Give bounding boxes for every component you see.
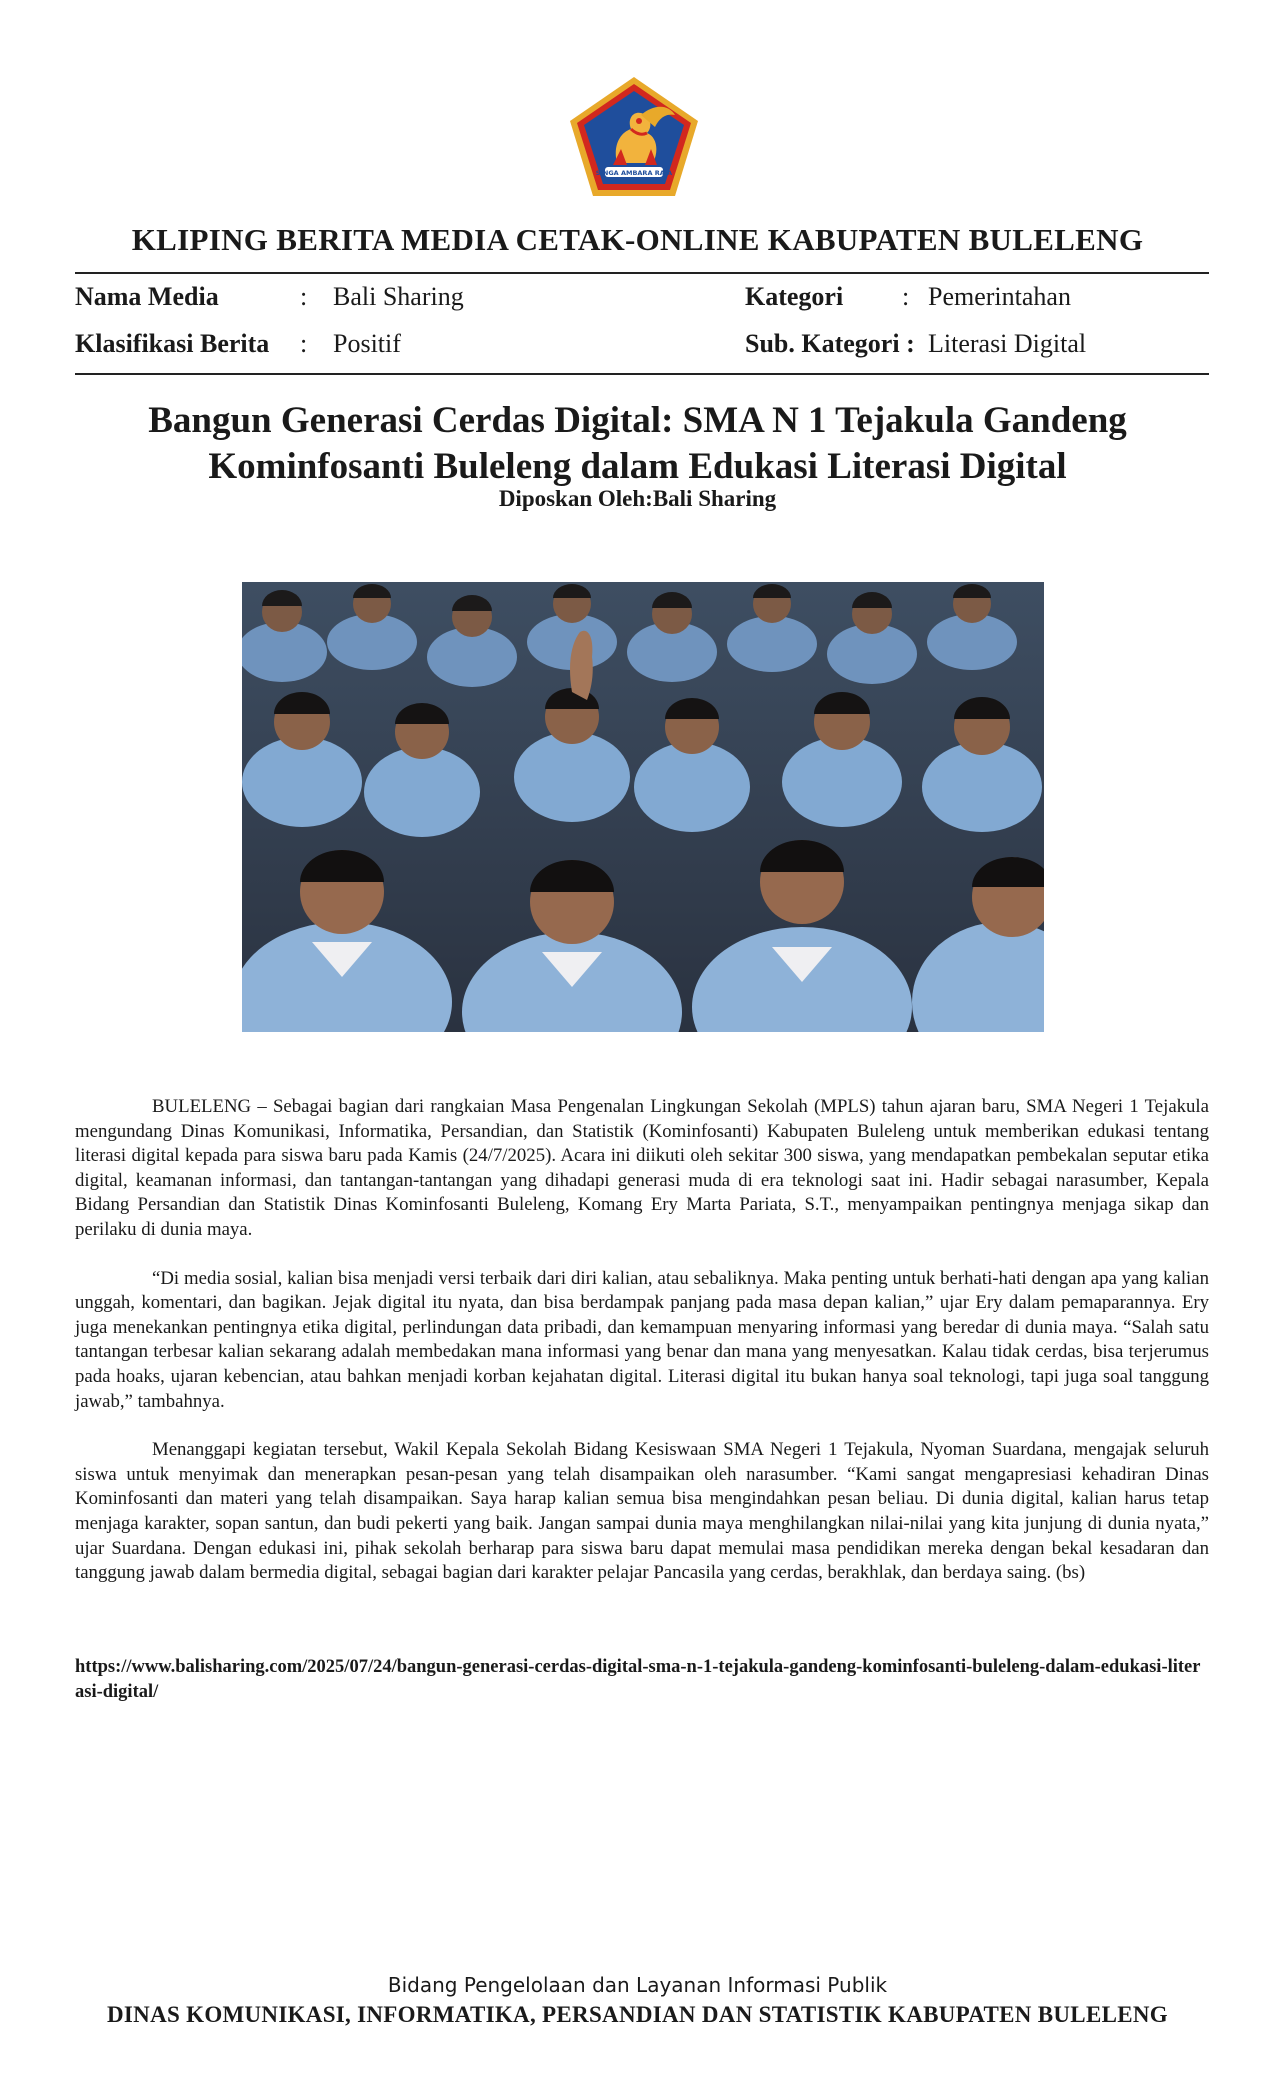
category-label: Kategori <box>745 282 844 311</box>
clipping-header-title: KLIPING BERITA MEDIA CETAK-ONLINE KABUPATEN BULELENG <box>131 222 1144 257</box>
media-name-label: Nama Media <box>75 282 219 311</box>
category-value: Pemerintahan <box>928 282 1071 311</box>
category-separator: : <box>902 282 910 311</box>
subcategory-value: Literasi Digital <box>928 329 1087 358</box>
header-divider-top <box>75 272 1209 274</box>
kabupaten-logo <box>567 75 701 199</box>
subcategory-label: Sub. Kategori : <box>745 329 915 358</box>
article-title <box>110 398 1165 490</box>
students-photo-icon <box>242 582 1044 1032</box>
logo-motto: SINGA AMBARA RAJA <box>595 169 673 177</box>
footer-department: Bidang Pengelolaan dan Layanan Informasi Publik <box>387 1973 888 1997</box>
classification-separator: : <box>300 329 308 358</box>
article-byline: Diposkan Oleh:Bali Sharing <box>498 486 777 511</box>
article-paragraph-3: Menanggapi kegiatan tersebut, Wakil Kepala Sekolah Bidang Kesiswaan SMA Negeri 1 Tejakula, Nyoman Suardana, mengajak seluruh siswa untuk menyimak dan menerapkan pesan-pesan yang telah disampaikan oleh narasumber. “Kami sangat mengapresiasi kehadiran Dinas Kominfosanti dan materi yang telah disampaikan. Saya harap kalian semua bisa mengindahkan pesan beliau. Di dunia digital, kalian harus tetap menjaga karakter, sopan santun, dan budi pekerti yang baik. Jangan sampai dunia maya menghilangkan nilai-nilai yang kita junjung di dunia nyata,” ujar Suardana. Dengan edukasi ini, pihak sekolah berharap para siswa baru dapat memulai masa pendidikan mereka dengan bekal kesadaran dan tanggung jawab dalam bermedia digital, sebagai bagian dari karakter pelajar Pancasila yang cerdas, berakhlak, dan berdaya saing. (bs) <box>75 1439 1209 1584</box>
media-name-value: Bali Sharing <box>333 282 464 311</box>
source-url-link[interactable]: https://www.balisharing.com/2025/07/24/bangun-generasi-cerdas-digital-sma-n-1-tejakula-gandeng-kominfosanti-buleleng-dalam-edukasi-literasi-digital/ <box>75 1657 1201 1702</box>
classification-label: Klasifikasi Berita <box>75 329 270 358</box>
article-paragraph-2: “Di media sosial, kalian bisa menjadi versi terbaik dari diri kalian, atau sebaliknya. Maka penting untuk berhati-hati dengan apa yang kalian unggah, komentari, dan bagikan. Jejak digital itu nyata, dan bisa berdampak panjang pada masa depan kalian,” ujar Ery dalam pemaparannya. Ery juga menekankan pentingnya etika digital, perlindungan data pribadi, dan kemampuan menyaring informasi yang beredar di dunia maya. “Salah satu tantangan terbesar kalian sekarang adalah membedakan mana informasi yang benar dan mana yang menyesatkan. Kalau tidak cerdas, bisa terjerumus pada hoaks, ujaran kebencian, atau bahkan menjadi korban kejahatan digital. Literasi digital itu bukan hanya soal teknologi, tapi juga soal tanggung jawab,” tambahnya. <box>75 1267 1209 1412</box>
classification-value: Positif <box>333 329 401 358</box>
article-paragraph-1: BULELENG – Sebagai bagian dari rangkaian Masa Pengenalan Lingkungan Sekolah (MPLS) tahun ajaran baru, SMA Negeri 1 Tejakula mengundang Dinas Komunikasi, Informatika, Persandian, dan Statistik (Kominfosanti) Kabupaten Buleleng untuk memberikan edukasi tentang literasi digital kepada para siswa baru pada Kamis (24/7/2025). Acara ini diikuti oleh sekitar 300 siswa, yang mendapatkan pembekalan seputar etika digital, keamanan informasi, dan tantangan-tantangan yang dihadapi generasi muda di era teknologi saat ini. Hadir sebagai narasumber, Kepala Bidang Persandian dan Statistik Dinas Kominfosanti Buleleng, Komang Ery Marta Pariata, S.T., menyampaikan pentingnya menjaga sikap dan perilaku di dunia maya. <box>75 1096 1209 1240</box>
footer-agency: DINAS KOMUNIKASI, INFORMATIKA, PERSANDIAN DAN STATISTIK KABUPATEN BULELENG <box>107 2002 1168 2027</box>
media-name-separator: : <box>300 282 308 311</box>
article-photo <box>242 582 1044 1032</box>
article-title-line-2: Kominfosanti Buleleng dalam Edukasi Literasi Digital <box>208 446 1067 487</box>
article-title-line-1: Bangun Generasi Cerdas Digital: SMA N 1 Tejakula Gandeng <box>148 400 1127 441</box>
article-body <box>75 1095 1209 1610</box>
header-divider-bottom <box>75 373 1209 375</box>
